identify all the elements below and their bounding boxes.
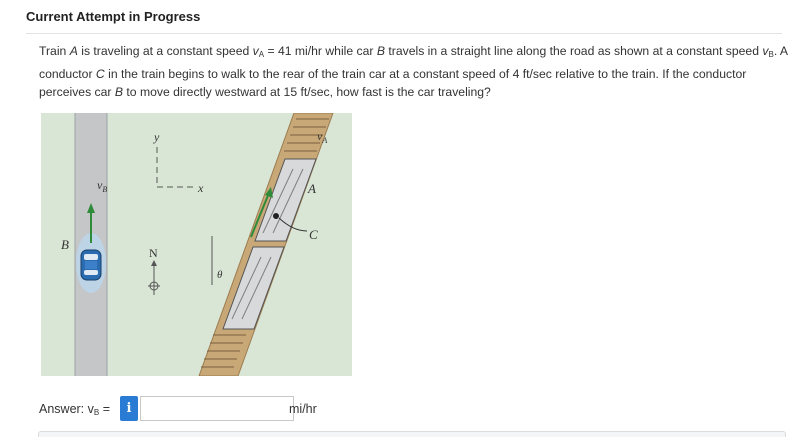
problem-sub-a: A xyxy=(258,50,265,59)
label-va: $v_A$ xyxy=(317,129,328,145)
problem-var-v: v xyxy=(252,44,259,58)
problem-text-2: is traveling at a constant speed xyxy=(77,44,253,58)
problem-var-vb: v xyxy=(762,44,769,58)
problem-figure xyxy=(41,113,352,376)
answer-label xyxy=(39,402,110,417)
answer-suffix: = xyxy=(99,402,111,416)
problem-var-a: A xyxy=(69,44,78,58)
label-x: x xyxy=(198,181,204,195)
label-a: A xyxy=(308,181,316,196)
label-y: y xyxy=(154,130,160,144)
label-c: C xyxy=(309,227,318,242)
problem-text-6: in the train begins to walk to the rear of the train car at a constant speed of 4 ft/sec relative to the train. If the conductor perceives car xyxy=(39,66,747,99)
problem-var-b: B xyxy=(376,44,385,58)
problem-text-5: . A conductor xyxy=(39,44,788,81)
problem-text-3: = 41 mi/hr while car xyxy=(264,44,377,58)
problem-sub-b: B xyxy=(768,50,774,59)
next-section-panel xyxy=(38,431,786,437)
units-label: mi/hr xyxy=(289,402,317,416)
info-icon[interactable]: i xyxy=(120,396,138,421)
problem-text-1: Train xyxy=(39,44,70,58)
conductor-c xyxy=(273,213,279,219)
label-theta: θ xyxy=(217,269,223,281)
answer-input[interactable] xyxy=(140,396,294,421)
problem-var-b2: B xyxy=(114,85,124,99)
label-vb: $v_B$ xyxy=(97,178,108,194)
problem-text-4: travels in a straight line along the road as shown at a constant speed xyxy=(385,44,763,58)
answer-sub: B xyxy=(93,408,100,417)
problem-statement xyxy=(39,42,791,102)
car-b xyxy=(81,250,101,280)
problem-var-c: C xyxy=(95,66,105,81)
attempt-title: Current Attempt in Progress xyxy=(26,9,201,24)
divider xyxy=(26,33,782,34)
label-north: N xyxy=(149,246,158,260)
label-b: B xyxy=(61,237,69,252)
answer-prefix: Answer: v xyxy=(39,402,94,416)
problem-text-7: to move directly westward at 15 ft/sec, how fast is the car traveling? xyxy=(123,85,491,99)
